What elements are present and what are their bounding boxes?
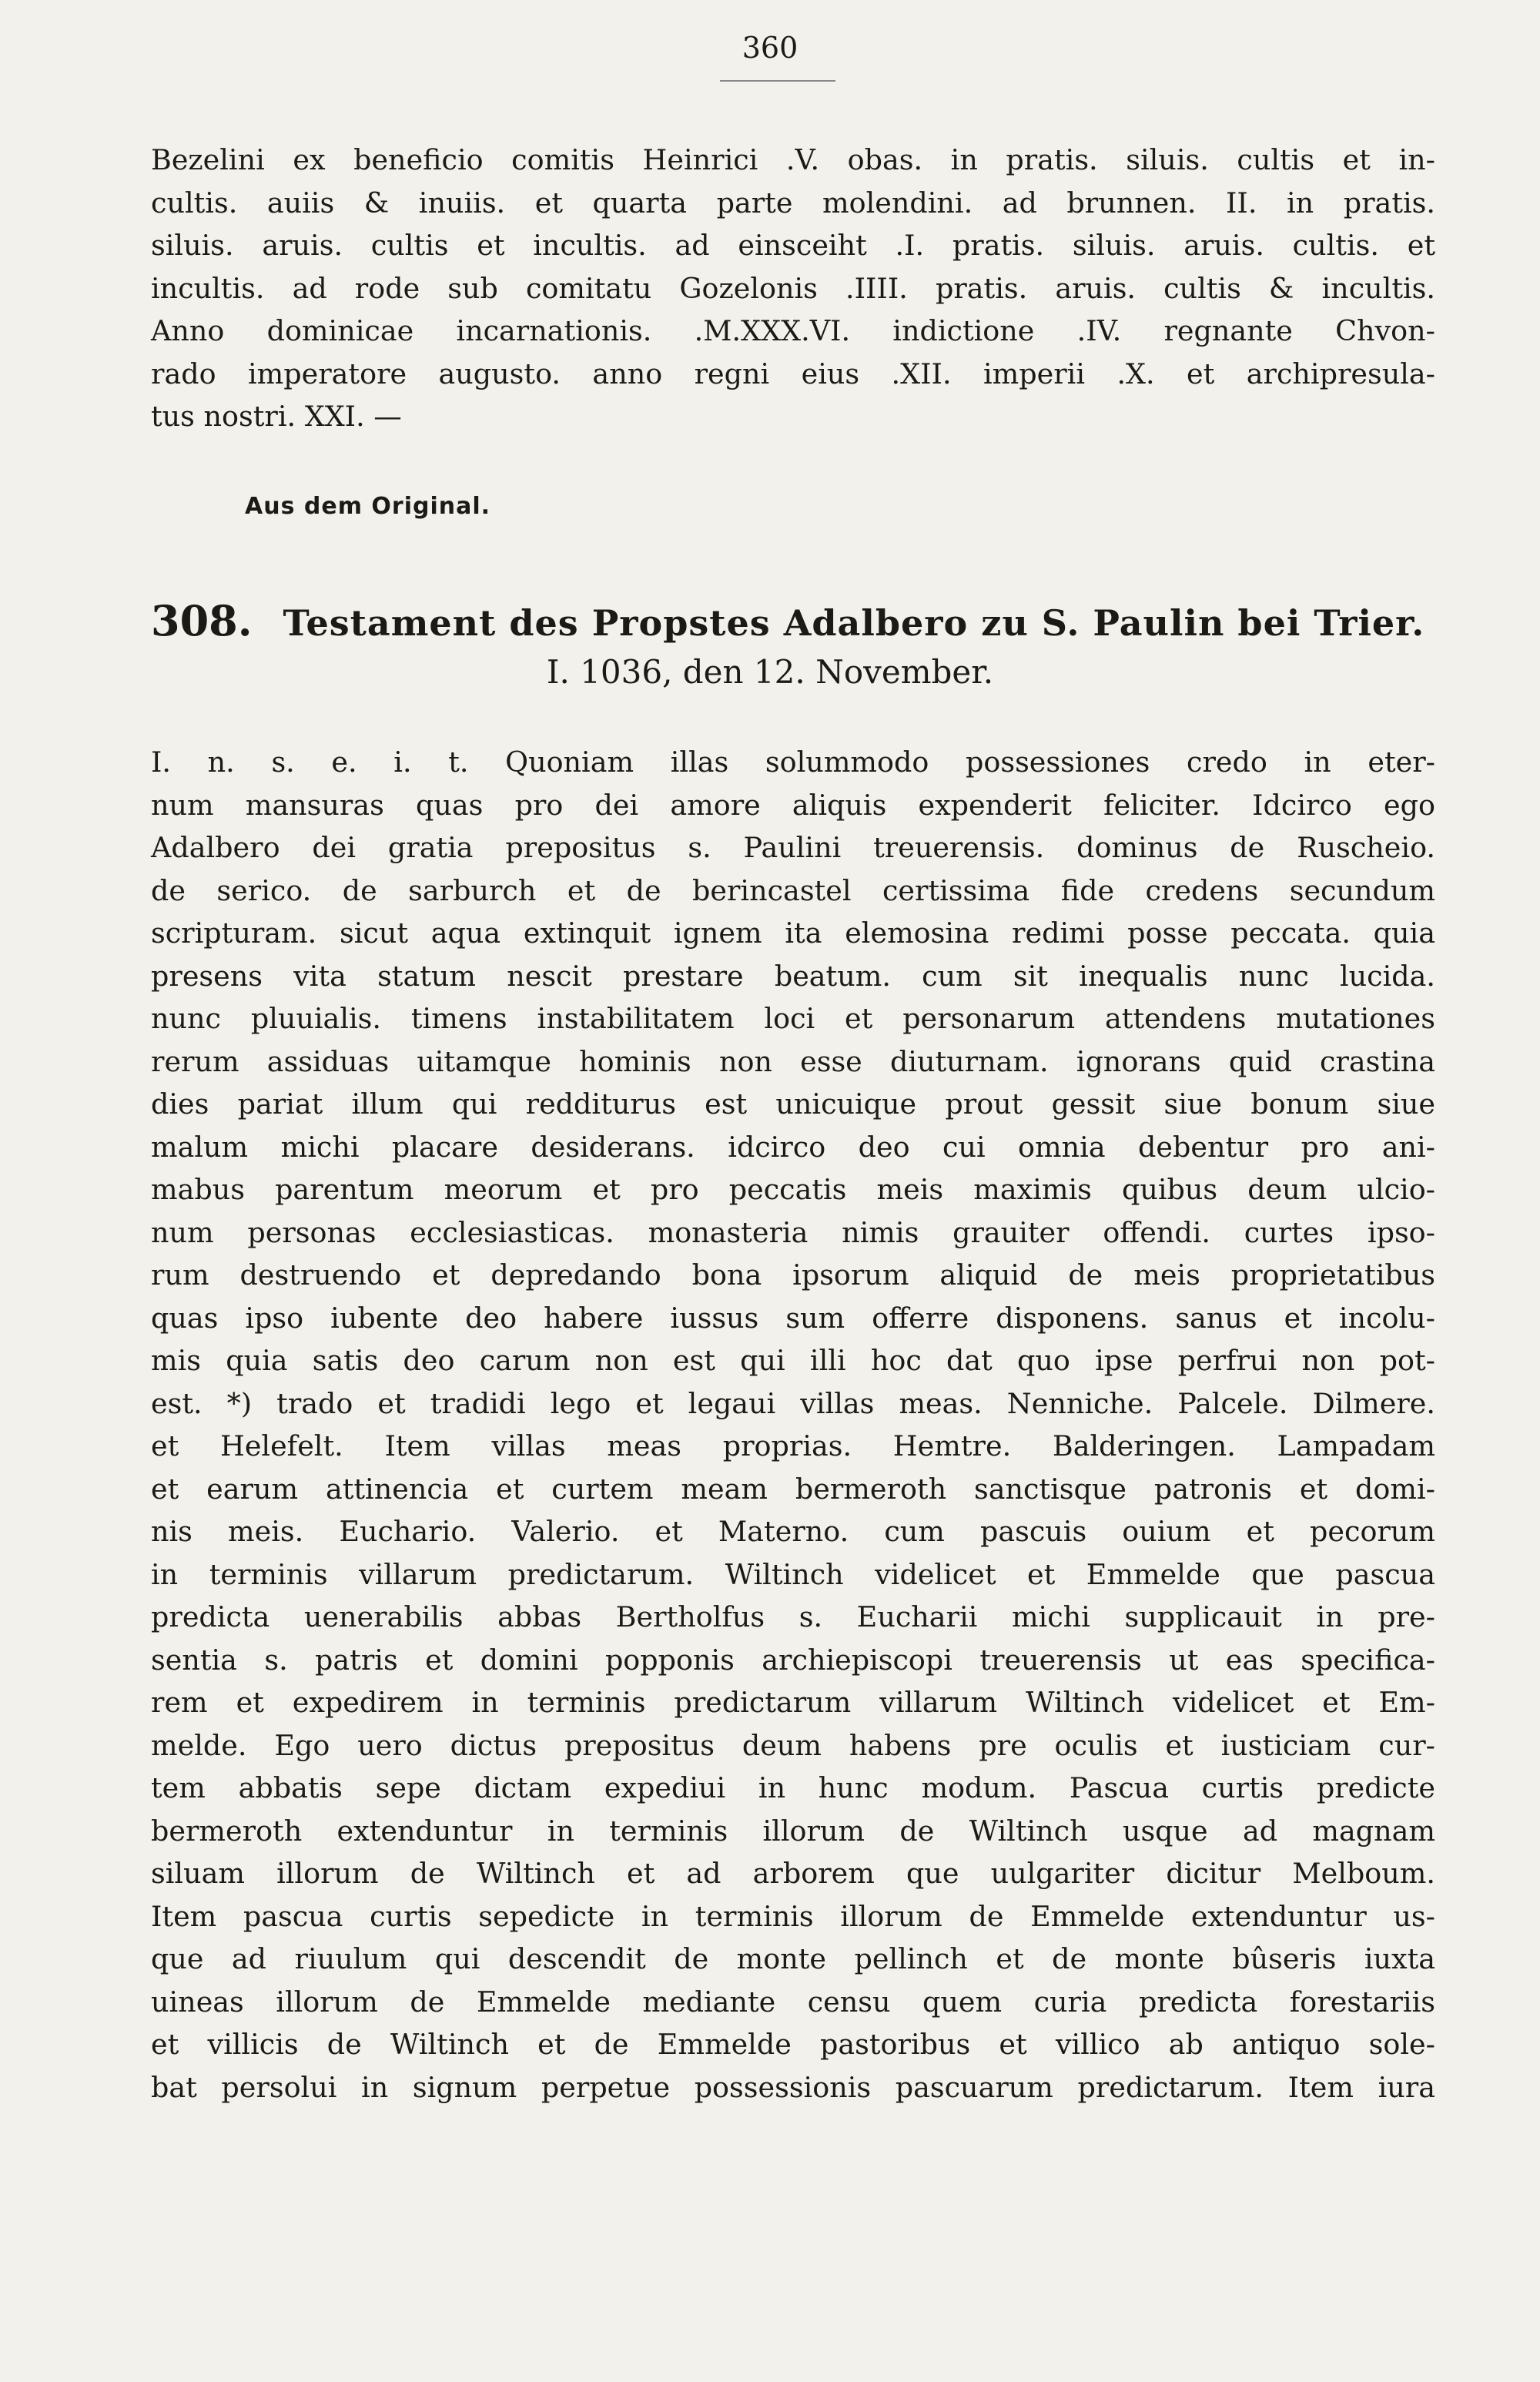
text-line: rem et expedirem in terminis predictarum villarum Wiltinch videlicet et Em-	[151, 1686, 1435, 1719]
text-line: et villicis de Wiltinch et de Emmelde pastoribus et villico ab antiquo sole-	[151, 2028, 1435, 2061]
text-line: bermeroth extenduntur in terminis illorum de Wiltinch usque ad magnam	[151, 1814, 1435, 1848]
text-line: num mansuras quas pro dei amore aliquis expenderit feliciter. Idcirco ego	[151, 788, 1435, 822]
text-line: uineas illorum de Emmelde mediante censu quem curia predicta forestariis	[151, 1985, 1435, 2019]
text-line: in terminis villarum predictarum. Wiltinch videlicet et Emmelde que pascua	[151, 1557, 1435, 1591]
preceding-charter-text	[151, 139, 1435, 438]
text-line: I. n. s. e. i. t. Quoniam illas solummodo possessiones credo in eter-	[151, 745, 1435, 779]
text-line: Bezelini ex beneficio comitis Heinrici .V. obas. in pratis. siluis. cultis et in-	[151, 143, 1435, 176]
text-line: rerum assiduas uitamque hominis non esse diuturnam. ignorans quid crastina	[151, 1044, 1435, 1078]
text-line: nunc pluuialis. timens instabilitatem loci et personarum attendens mutationes	[151, 1002, 1435, 1035]
text-line: num personas ecclesiasticas. monasteria nimis grauiter offendi. curtes ipso-	[151, 1215, 1435, 1249]
text-line: rum destruendo et depredando bona ipsorum aliquid de meis proprietatibus	[151, 1258, 1435, 1292]
page-number: 360	[742, 31, 798, 65]
text-line: est. *) trado et tradidi lego et legaui villas meas. Nenniche. Palcele. Dilmere.	[151, 1386, 1435, 1420]
text-line: mabus parentum meorum et pro peccatis meis maximis quibus deum ulcio-	[151, 1173, 1435, 1206]
document-date: I. 1036, den 12. November.	[546, 653, 994, 691]
document-title: Testament des Propstes Adalbero zu S. Paulin bei Trier.	[283, 602, 1425, 644]
document-number: 308.	[151, 596, 253, 645]
text-line: de serico. de sarburch et de berincastel certissima fide credens secundum	[151, 873, 1435, 907]
source-note: Aus dem Original.	[245, 493, 491, 520]
text-line: predicta uenerabilis abbas Bertholfus s. Eucharii michi supplicauit in pre-	[151, 1600, 1435, 1633]
header-rule	[720, 80, 835, 82]
text-line: incultis. ad rode sub comitatu Gozelonis .IIII. pratis. aruis. cultis & incultis.	[151, 271, 1435, 305]
text-line: que ad riuulum qui descendit de monte pellinch et de monte bûseris iuxta	[151, 1942, 1435, 1975]
text-line: Adalbero dei gratia prepositus s. Paulini treuerensis. dominus de Ruscheio.	[151, 831, 1435, 864]
text-line: quas ipso iubente deo habere iussus sum offerre disponens. sanus et incolu-	[151, 1301, 1435, 1335]
text-line: et earum attinencia et curtem meam bermeroth sanctisque patronis et domi-	[151, 1472, 1435, 1506]
text-line: mis quia satis deo carum non est qui illi hoc dat quo ipse perfrui non pot-	[151, 1344, 1435, 1377]
text-line: bat persolui in signum perpetue possessionis pascuarum predictarum. Item iura	[151, 2070, 1435, 2104]
text-line: melde. Ego uero dictus prepositus deum habens pre oculis et iusticiam cur-	[151, 1728, 1435, 1762]
text-line: siluis. aruis. cultis et incultis. ad einsceiht .I. pratis. siluis. aruis. cultis. et	[151, 229, 1435, 262]
text-line: malum michi placare desiderans. idcirco deo cui omnia debentur pro ani-	[151, 1130, 1435, 1164]
text-line: tus nostri. XXI. —	[151, 400, 402, 433]
text-line: nis meis. Euchario. Valerio. et Materno. cum pascuis ouium et pecorum	[151, 1515, 1435, 1548]
text-line: tem abbatis sepe dictam expediui in hunc modum. Pascua curtis predicte	[151, 1771, 1435, 1804]
text-line: scripturam. sicut aqua extinquit ignem ita elemosina redimi posse peccata. quia	[151, 916, 1435, 950]
text-line: presens vita statum nescit prestare beatum. cum sit inequalis nunc lucida.	[151, 959, 1435, 993]
text-line: rado imperatore augusto. anno regni eius .XII. imperii .X. et archipresula-	[151, 357, 1435, 390]
text-line: Item pascua curtis sepedicte in terminis illorum de Emmelde extenduntur us-	[151, 1899, 1435, 1933]
charter-body-text	[151, 741, 1435, 2109]
text-line: sentia s. patris et domini popponis archiepiscopi treuerensis ut eas specifica-	[151, 1643, 1435, 1677]
text-line: siluam illorum de Wiltinch et ad arborem que uulgariter dicitur Melboum.	[151, 1857, 1435, 1890]
text-line: cultis. auiis & inuiis. et quarta parte molendini. ad brunnen. II. in pratis.	[151, 186, 1435, 219]
document-heading	[151, 597, 1435, 647]
text-line: et Helefelt. Item villas meas proprias. Hemtre. Balderingen. Lampadam	[151, 1429, 1435, 1462]
text-line: dies pariat illum qui redditurus est unicuique prout gessit siue bonum siue	[151, 1087, 1435, 1121]
text-line: Anno dominicae incarnationis. .M.XXX.VI. indictione .IV. regnante Chvon-	[151, 314, 1435, 347]
